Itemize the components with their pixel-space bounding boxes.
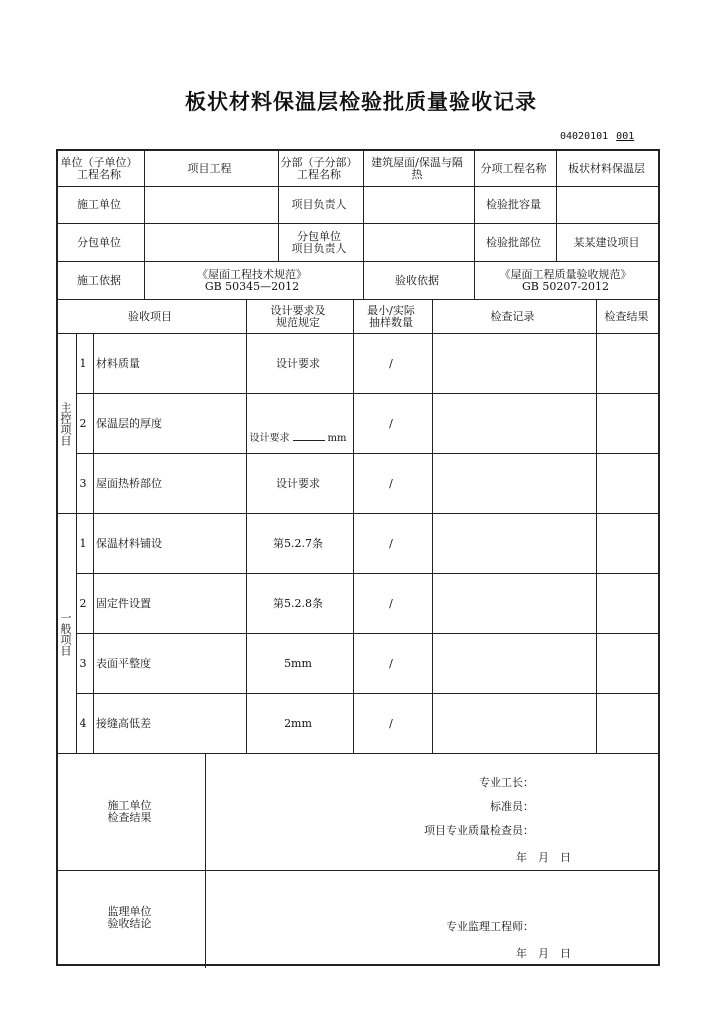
general-item-result-field[interactable] — [595, 574, 658, 633]
form-code — [560, 131, 644, 142]
main-item-no: 3 — [79, 476, 87, 490]
main-item-sample: / — [389, 356, 393, 370]
main-item-name: 材料质量 — [96, 356, 140, 370]
main-item-req-thickness — [245, 429, 351, 443]
col-header-requirement: 设计要求及 规范规定 — [270, 303, 326, 329]
subitem-project-value: 板状材料保温层 — [568, 161, 645, 175]
construction-basis-label: 施工依据 — [77, 273, 121, 287]
project-manager-label: 项目负责人 — [291, 198, 347, 211]
general-item-result-field[interactable] — [595, 634, 658, 693]
thickness-unit: mm — [327, 433, 347, 444]
sub-project-manager-field[interactable] — [362, 224, 472, 261]
general-item-no: 1 — [79, 536, 87, 550]
general-item-no: 4 — [79, 716, 87, 730]
project-manager-field[interactable] — [362, 187, 472, 223]
col-header-result: 检查结果 — [604, 309, 649, 323]
main-item-record-field[interactable] — [431, 454, 594, 513]
batch-location-value: 某某建设项目 — [573, 235, 640, 249]
general-item-req: 2mm — [284, 716, 312, 730]
thickness-req-prefix: 设计要求 — [249, 433, 290, 444]
general-item-name: 保温材料铺设 — [96, 536, 162, 550]
page-title: 板状材料保温层检验批质量验收记录 — [185, 90, 537, 114]
batch-capacity-label: 检验批容量 — [486, 198, 541, 211]
main-item-req: 设计要求 — [276, 476, 320, 490]
main-item-record-field[interactable] — [431, 394, 594, 453]
unit-project-label: 单位（子单位） 工程名称 — [60, 155, 138, 181]
construction-basis-value: 《屋面工程技术规范》 GB 50345—2012 — [197, 267, 307, 293]
main-item-sample: / — [389, 476, 393, 490]
general-item-record-field[interactable] — [431, 514, 594, 573]
general-item-result-field[interactable] — [595, 514, 658, 573]
acceptance-basis-label: 验收依据 — [395, 273, 439, 287]
general-item-record-field[interactable] — [431, 634, 594, 693]
general-item-no: 2 — [79, 596, 87, 610]
supervision-date: 年 月 日 — [516, 947, 571, 960]
main-item-result-field[interactable] — [595, 454, 658, 513]
main-item-result-field[interactable] — [595, 334, 658, 393]
general-item-name: 固定件设置 — [96, 596, 151, 610]
constructor-value-field[interactable] — [143, 187, 276, 223]
col-header-sampling: 最小/实际 抽样数量 — [367, 303, 415, 329]
col-header-item: 验收项目 — [128, 309, 172, 323]
col-header-record: 检查记录 — [490, 309, 535, 323]
general-item-result-field[interactable] — [595, 694, 658, 753]
main-item-sample: / — [389, 416, 393, 430]
constructor-label: 施工单位 — [77, 198, 121, 211]
general-item-sample: / — [389, 656, 393, 670]
division-project-value: 建筑屋面/保温与隔 热 — [371, 155, 463, 181]
subcontractor-label: 分包单位 — [77, 235, 121, 249]
general-item-record-field[interactable] — [431, 694, 594, 753]
general-items-label: 一般项目 — [59, 611, 72, 656]
construction-check-label: 施工单位 检查结果 — [107, 799, 152, 824]
general-item-name: 接缝高低差 — [96, 716, 151, 730]
construction-signature-area[interactable] — [204, 754, 658, 870]
subitem-project-label: 分项工程名称 — [480, 161, 547, 175]
quality-inspector-label: 项目专业质量检查员： — [424, 824, 534, 837]
foreman-label: 专业工长： — [479, 776, 534, 789]
general-item-no: 3 — [79, 656, 87, 670]
general-item-sample: / — [389, 536, 393, 550]
unit-project-value: 项目工程 — [187, 161, 232, 175]
form-code-serial: 001 — [616, 131, 635, 142]
supervision-label: 监理单位 验收结论 — [107, 904, 152, 930]
main-item-record-field[interactable] — [431, 334, 594, 393]
general-item-req: 5mm — [284, 656, 312, 670]
general-item-req: 第5.2.7条 — [273, 536, 323, 550]
main-item-req: 设计要求 — [276, 356, 320, 370]
main-item-name: 保温层的厚度 — [96, 416, 162, 430]
construction-date: 年 月 日 — [516, 851, 571, 864]
main-item-no: 1 — [79, 356, 87, 370]
standard-officer-label: 标准员： — [490, 800, 534, 813]
sub-project-manager-label: 分包单位 项目负责人 — [291, 229, 347, 255]
supervising-engineer-label: 专业监理工程师： — [446, 920, 534, 933]
general-item-name: 表面平整度 — [96, 656, 151, 670]
general-item-record-field[interactable] — [431, 574, 594, 633]
division-project-label: 分部（子分部） 工程名称 — [280, 155, 358, 181]
main-item-no: 2 — [79, 416, 87, 430]
general-item-sample: / — [389, 716, 393, 730]
batch-location-label: 检验批部位 — [486, 235, 541, 249]
batch-capacity-field[interactable] — [555, 187, 658, 223]
main-item-name: 屋面热桥部位 — [96, 476, 162, 490]
subcontractor-field[interactable] — [143, 224, 276, 261]
main-item-result-field[interactable] — [595, 394, 658, 453]
thickness-value-field[interactable] — [293, 431, 325, 441]
form-code-number: 04020101 — [560, 131, 609, 142]
general-item-req: 第5.2.8条 — [273, 596, 323, 610]
acceptance-basis-value: 《屋面工程质量验收规范》 GB 50207-2012 — [499, 267, 632, 293]
general-item-sample: / — [389, 596, 393, 610]
main-control-label: 主控项目 — [59, 401, 72, 446]
